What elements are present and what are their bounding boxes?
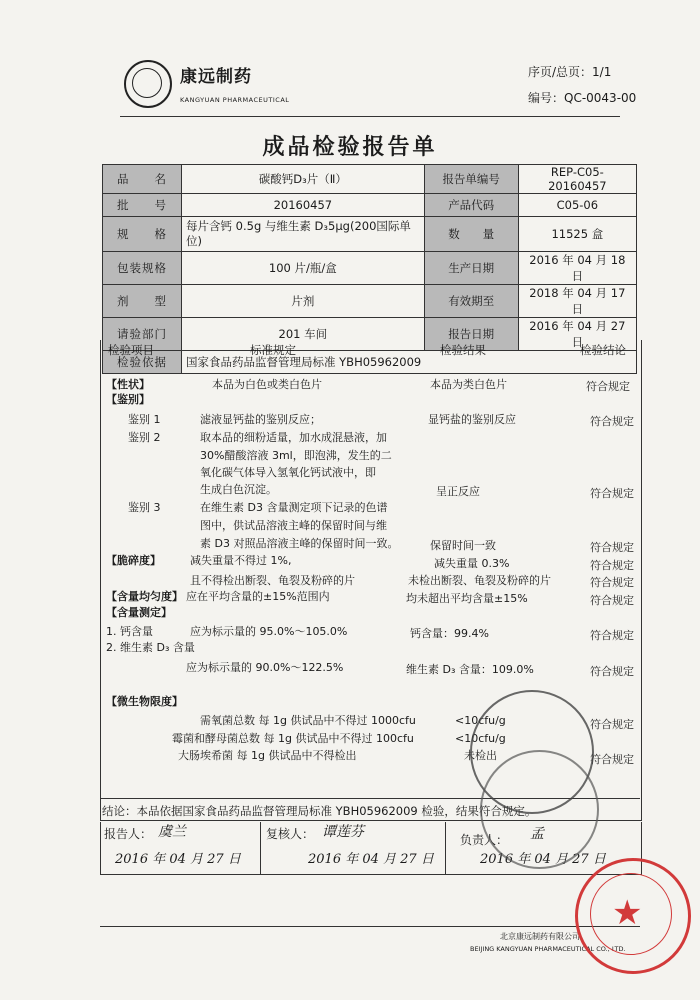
reporter-date: 2016 年 04 月 27 日 xyxy=(115,852,241,867)
report-date-label: 报告日期 xyxy=(424,318,518,351)
uniformity-result: 均未超出平均含量±15% xyxy=(406,592,528,605)
expiry-label: 有效期至 xyxy=(424,285,518,318)
appearance-result: 本品为类白色片 xyxy=(430,378,507,391)
conclusion-text: 结论：本品依据国家食品药品监督管理局标准 YBH05962009 检验，结果符合规定。 xyxy=(102,804,537,818)
product-code-label: 产品代码 xyxy=(424,194,518,217)
product-code: C05-06 xyxy=(518,194,636,217)
friability-conclusion-1: 符合规定 xyxy=(590,559,634,572)
ident3-result: 保留时间一致 xyxy=(430,539,496,552)
company-name-cn: 康远制药 xyxy=(180,67,252,87)
ident2-conclusion: 符合规定 xyxy=(590,487,634,500)
uniformity-standard: 应在平均含量的±15%范围内 xyxy=(186,590,330,603)
ident2-standard-4: 生成白色沉淀。 xyxy=(200,483,277,496)
document-code: 编号：QC-0043-00 xyxy=(528,91,637,105)
friability-result-1: 减失重量 0.3% xyxy=(434,557,510,570)
company-name-en: KANGYUAN PHARMACEUTICAL xyxy=(180,96,290,104)
footer-company-en: BEIJING KANGYUAN PHARMACEUTICAL CO., LTD. xyxy=(470,945,626,953)
micro-aerobic-conclusion: 符合规定 xyxy=(590,718,634,731)
ident3-standard-2: 图中，供试品溶液主峰的保留时间与维 xyxy=(200,519,387,532)
basis: 国家食品药品监督管理局标准 YBH05962009 xyxy=(182,351,637,374)
assay-label: 【含量测定】 xyxy=(106,606,172,619)
uniformity-label: 【含量均匀度】 xyxy=(106,590,183,603)
uniformity-conclusion: 符合规定 xyxy=(590,594,634,607)
report-date: 2016 年 04 月 27 日 xyxy=(518,318,636,351)
expiry: 2018 年 04 月 17 日 xyxy=(518,285,636,318)
batch-label: 批 号 xyxy=(103,194,182,217)
batch: 20160457 xyxy=(182,194,425,217)
form: 片剂 xyxy=(182,285,425,318)
friability-result-2: 未检出断裂、龟裂及粉碎的片 xyxy=(408,574,551,587)
form-label: 剂 型 xyxy=(103,285,182,318)
col-conclusion: 检验结论 xyxy=(580,343,626,357)
report-no-label: 报告单编号 xyxy=(424,165,518,194)
friability-conclusion-2: 符合规定 xyxy=(590,576,634,589)
package: 100 片/瓶/盒 xyxy=(182,252,425,285)
col-item: 检验项目 xyxy=(108,343,154,357)
vitd-conclusion: 符合规定 xyxy=(590,665,634,678)
inspection-stamp-2 xyxy=(480,750,599,869)
spec: 每片含钙 0.5g 与维生素 D₃5μg(200国际单位) xyxy=(182,217,425,252)
ident3-label: 鉴别 3 xyxy=(128,501,161,514)
calcium-result: 钙含量：99.4% xyxy=(410,627,489,640)
micro-ecoli: 大肠埃希菌 每 1g 供试品中不得检出 xyxy=(178,749,357,762)
col-result: 检验结果 xyxy=(440,343,486,357)
page-info: 序页/总页：1/1 xyxy=(528,65,612,79)
manager-label: 负责人： xyxy=(460,833,509,847)
ident3-conclusion: 符合规定 xyxy=(590,541,634,554)
vitd-label: 2. 维生素 D₃ 含量 xyxy=(106,641,195,654)
seal-star-icon: ★ xyxy=(612,893,643,933)
page-title: 成品检验报告单 xyxy=(262,135,438,160)
appearance-label: 【性状】 xyxy=(106,378,150,391)
calcium-label: 1. 钙含量 xyxy=(106,625,153,638)
appearance-standard: 本品为白色或类白色片 xyxy=(212,378,322,391)
product-name: 碳酸钙D₃片（Ⅱ） xyxy=(182,165,425,194)
basis-label: 检验依据 xyxy=(103,351,182,374)
footer-divider xyxy=(100,926,640,927)
quantity-label: 数 量 xyxy=(424,217,518,252)
micro-ecoli-result: 未检出 xyxy=(464,749,497,762)
col-standard: 标准规定 xyxy=(250,343,296,357)
package-label: 包装规格 xyxy=(103,252,182,285)
friability-label: 【脆碎度】 xyxy=(106,554,161,567)
friability-standard-2: 且不得检出断裂、龟裂及粉碎的片 xyxy=(190,574,355,587)
ident1-conclusion: 符合规定 xyxy=(590,415,634,428)
product-name-label: 品 名 xyxy=(103,165,182,194)
ident1-label: 鉴别 1 xyxy=(128,413,161,426)
prod-date-label: 生产日期 xyxy=(424,252,518,285)
vitd-standard: 应为标示量的 90.0%～122.5% xyxy=(186,661,344,674)
ident3-standard-3: 素 D3 对照品溶液主峰的保留时间一致。 xyxy=(200,537,399,550)
sig-separator-1 xyxy=(260,822,261,874)
ident2-standard-2: 30%醋酸溶液 3ml，即泡沸，发生的二 xyxy=(200,449,392,462)
ident2-result: 呈正反应 xyxy=(436,485,480,498)
micro-aerobic-result: <10cfu/g xyxy=(455,714,506,727)
calcium-standard: 应为标示量的 95.0%～105.0% xyxy=(190,625,348,638)
ident3-standard-1: 在维生素 D3 含量测定项下记录的色谱 xyxy=(200,501,388,514)
reviewer-date: 2016 年 04 月 27 日 xyxy=(308,852,434,867)
reporter-label: 报告人： xyxy=(104,827,153,841)
manager-date: 2016 年 04 月 27 日 xyxy=(480,852,606,867)
footer-company-cn: 北京康远制药有限公司 xyxy=(500,932,580,941)
header-divider xyxy=(120,116,620,117)
micro-label: 【微生物限度】 xyxy=(106,695,183,708)
sig-separator-2 xyxy=(445,822,446,874)
micro-mold-result: <10cfu/g xyxy=(455,732,506,745)
ident2-label: 鉴别 2 xyxy=(128,431,161,444)
dept-label: 请验部门 xyxy=(103,318,182,351)
calcium-conclusion: 符合规定 xyxy=(590,629,634,642)
reporter-signature: 虞兰 xyxy=(158,824,186,840)
micro-aerobic: 需氧菌总数 每 1g 供试品中不得过 1000cfu xyxy=(200,714,416,727)
logo-bird-icon xyxy=(132,68,162,98)
prod-date: 2016 年 04 月 18 日 xyxy=(518,252,636,285)
ident-label: 【鉴别】 xyxy=(106,393,150,406)
quantity: 11525 盒 xyxy=(518,217,636,252)
manager-signature: 孟 xyxy=(530,826,544,842)
reviewer-label: 复核人： xyxy=(266,827,315,841)
reviewer-signature: 谭莲芬 xyxy=(322,824,364,840)
vitd-result: 维生素 D₃ 含量：109.0% xyxy=(406,663,534,676)
micro-mold: 霉菌和酵母菌总数 每 1g 供试品中不得过 100cfu xyxy=(172,732,414,745)
ident2-standard-1: 取本品的细粉适量，加水成混悬液，加 xyxy=(200,431,387,444)
report-no: REP-C05-20160457 xyxy=(518,165,636,194)
ident2-standard-3: 氧化碳气体导入氢氧化钙试液中，即 xyxy=(200,466,376,479)
friability-standard-1: 减失重量不得过 1%, xyxy=(190,554,292,567)
ident1-standard: 滤液显钙盐的鉴别反应； xyxy=(200,413,321,426)
ident1-result: 显钙盐的鉴别反应 xyxy=(428,413,516,426)
dept: 201 车间 xyxy=(182,318,425,351)
spec-label: 规 格 xyxy=(103,217,182,252)
appearance-conclusion: 符合规定 xyxy=(586,380,630,393)
micro-ecoli-conclusion: 符合规定 xyxy=(590,753,634,766)
